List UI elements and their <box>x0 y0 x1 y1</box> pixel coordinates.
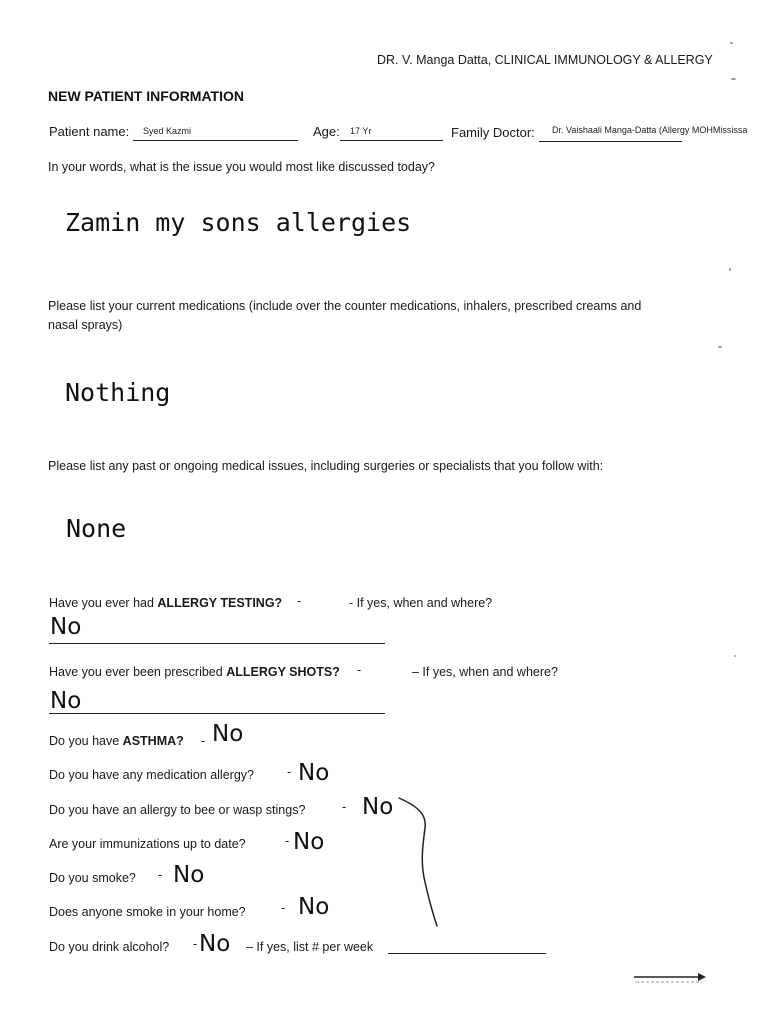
med-allergy-dash: - <box>287 765 292 779</box>
smoke-question: Do you smoke? <box>49 871 136 885</box>
allergy-testing-answer[interactable]: No <box>50 614 82 640</box>
arrow-right-icon <box>632 970 710 988</box>
family-doctor-value[interactable]: Dr. Vaishaali Manga-Datta (Allergy MOHMississa <box>552 125 748 135</box>
allergy-testing-dash: - <box>297 594 302 608</box>
family-doctor-label: Family Doctor: <box>451 125 535 140</box>
medications-question-line2: nasal sprays) <box>48 318 123 332</box>
allergy-shots-dash: - <box>357 663 362 677</box>
immunizations-dash: - <box>285 834 290 848</box>
family-doctor-line <box>539 141 682 142</box>
alcohol-answer[interactable]: No <box>199 931 231 957</box>
scan-speck <box>731 78 736 80</box>
allergy-testing-question: Have you ever had ALLERGY TESTING? <box>49 596 283 610</box>
patient-name-label: Patient name: <box>49 124 130 139</box>
asthma-dash: - <box>201 734 206 748</box>
age-label: Age: <box>313 124 340 139</box>
bee-allergy-dash: - <box>342 800 347 814</box>
allergy-testing-followup: - If yes, when and where? <box>349 596 493 610</box>
medical-issues-question: Please list any past or ongoing medical issues, including surgeries or specialists that you follow with: <box>48 459 604 473</box>
alcohol-per-week-line <box>388 953 546 954</box>
allergy-shots-line <box>49 713 385 714</box>
patient-name-line <box>133 140 298 141</box>
alcohol-followup: – If yes, list # per week <box>246 940 374 954</box>
issue-answer[interactable]: Zamin my sons allergies <box>65 208 412 237</box>
bee-allergy-question: Do you have an allergy to bee or wasp stings? <box>49 803 306 817</box>
immunizations-answer[interactable]: No <box>293 829 325 855</box>
allergy-shots-followup: – If yes, when and where? <box>412 665 558 679</box>
scan-speck <box>718 346 722 348</box>
medications-question-line1: Please list your current medications (include over the counter medications, inhalers, prescribed creams and <box>48 299 642 313</box>
alcohol-question: Do you drink alcohol? <box>49 940 170 954</box>
scan-speck <box>734 655 736 657</box>
age-value[interactable]: 17 Yr <box>350 126 372 136</box>
home-smoke-dash: - <box>281 901 286 915</box>
allergy-testing-line <box>49 643 385 644</box>
scan-speck <box>729 268 731 271</box>
med-allergy-question: Do you have any medication allergy? <box>49 768 254 782</box>
handwritten-bracket <box>395 792 445 932</box>
smoke-answer[interactable]: No <box>173 862 205 888</box>
issue-question: In your words, what is the issue you would most like discussed today? <box>48 160 435 174</box>
home-smoke-answer[interactable]: No <box>298 894 330 920</box>
scan-speck <box>730 42 733 44</box>
smoke-dash: - <box>158 868 163 882</box>
med-allergy-answer[interactable]: No <box>298 760 330 786</box>
medical-issues-answer[interactable]: None <box>66 514 127 543</box>
asthma-question: Do you have ASTHMA? <box>49 734 184 748</box>
medications-answer[interactable]: Nothing <box>65 378 171 407</box>
clinic-header: DR. V. Manga Datta, CLINICAL IMMUNOLOGY & ALLERGY <box>377 53 713 67</box>
form-title: NEW PATIENT INFORMATION <box>48 88 244 104</box>
alcohol-dash: - <box>193 937 198 951</box>
age-line <box>340 140 443 141</box>
patient-name-value[interactable]: Syed Kazmi <box>143 126 192 136</box>
allergy-shots-question: Have you ever been prescribed ALLERGY SHOTS? <box>49 665 340 679</box>
immunizations-question: Are your immunizations up to date? <box>49 837 246 851</box>
bee-allergy-answer[interactable]: No <box>362 794 394 820</box>
allergy-shots-answer[interactable]: No <box>50 688 82 714</box>
asthma-answer[interactable]: No <box>212 721 244 747</box>
home-smoke-question: Does anyone smoke in your home? <box>49 905 246 919</box>
